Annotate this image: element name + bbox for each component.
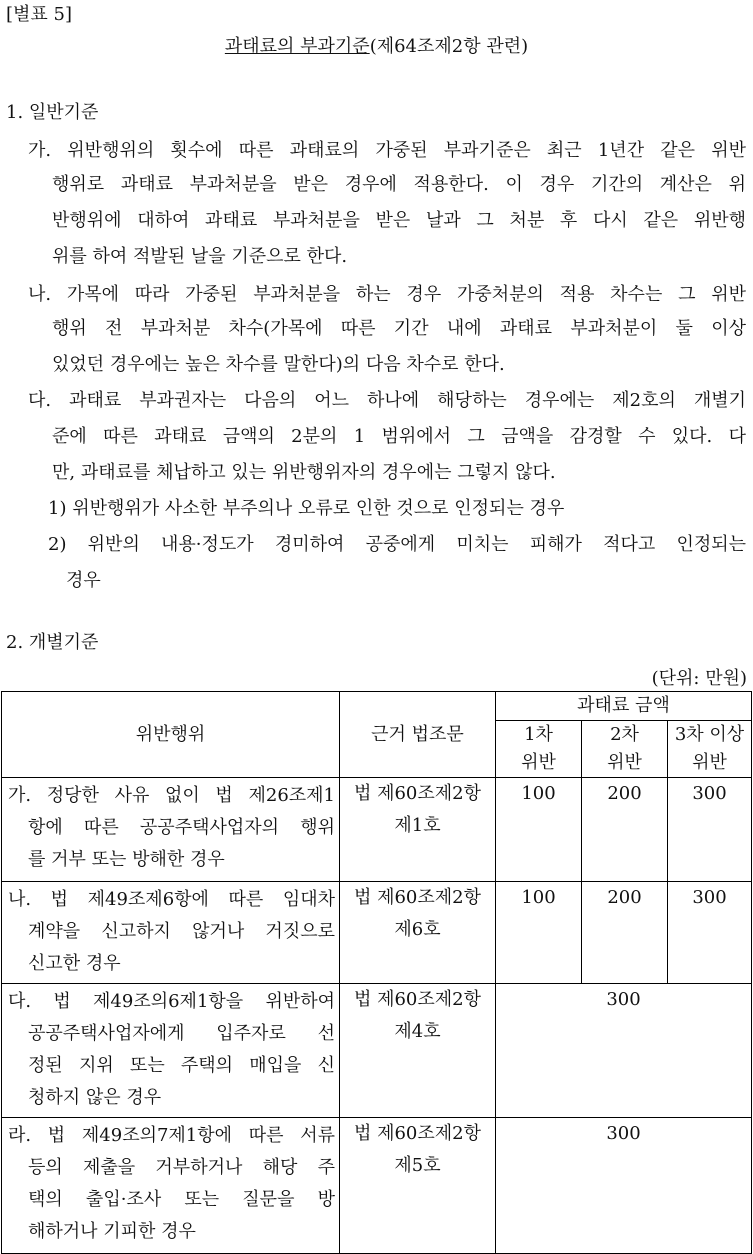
document-title (0, 32, 753, 58)
law-line: 제1호 (394, 815, 441, 836)
header-fine-amount: 과태료 금액 (496, 692, 752, 721)
law-cell (340, 1118, 496, 1254)
annex-tag: [별표 5] (6, 4, 72, 25)
header-third-2: 위반 (668, 749, 752, 778)
law-line: 법 제60조제2항 (353, 887, 482, 908)
item-na-line1: 나. 가목에 따라 가중된 부과처분을 하는 경우 가중처분의 적용 차수는 그 위반 (28, 284, 746, 305)
subitem-2-line1: 2) 위반의 내용·정도가 경미하여 공중에게 미치는 피해가 적다고 인정되는 (48, 534, 746, 555)
law-line: 법 제60조제2항 (353, 783, 482, 804)
violation-line: 신고한 경우 (28, 953, 121, 974)
violation-line: 다. 법 제49조의6제1항을 위반하여 (8, 991, 335, 1012)
law-line: 제5호 (394, 1155, 441, 1176)
fine-amount-all: 300 (496, 1118, 752, 1254)
law-line: 제4호 (394, 1021, 441, 1042)
law-cell (340, 778, 496, 882)
law-line: 제6호 (394, 919, 441, 940)
table-header-row (2, 692, 752, 721)
section2-heading: 2. 개별기준 (6, 632, 99, 653)
fine-table (1, 691, 752, 1254)
violation-cell (2, 1118, 340, 1254)
subitem-1: 1) 위반행위가 사소한 부주의나 오류로 인한 것으로 인정되는 경우 (48, 498, 565, 519)
second-violation-amount: 200 (582, 778, 668, 882)
table-row (2, 1118, 752, 1254)
header-law: 근거 법조문 (340, 692, 496, 778)
item-ga-line2: 행위로 과태료 부과처분을 받은 경우에 적용한다. 이 경우 기간의 계산은 위 (52, 174, 746, 195)
item-na-line2: 행위 전 부과처분 차수(가목에 따른 기간 내에 과태료 부과처분이 둘 이상 (52, 318, 746, 339)
third-violation-amount: 300 (668, 882, 752, 984)
violation-cell (2, 882, 340, 984)
title-main: 과태료의 부과기준 (224, 36, 370, 57)
second-violation-amount: 200 (582, 882, 668, 984)
law-cell (340, 984, 496, 1118)
third-violation-amount: 300 (668, 778, 752, 882)
violation-line: 나. 법 제49조제6항에 따른 임대차 (8, 889, 335, 910)
item-da-line3: 만, 과태료를 체납하고 있는 위반행위자의 경우에는 그렇지 않다. (52, 462, 556, 483)
law-cell (340, 882, 496, 984)
violation-line: 라. 법 제49조의7제1항에 따른 서류 (8, 1125, 335, 1146)
unit-label: (단위: 만원) (651, 668, 747, 689)
violation-line: 등의 제출을 거부하거나 해당 주 (28, 1157, 335, 1178)
item-da-line2: 준에 따른 과태료 금액의 2분의 1 범위에서 그 금액을 감경할 수 있다. 다 (52, 426, 746, 447)
item-ga-line4: 위를 하여 적발된 날을 기준으로 한다. (52, 246, 348, 267)
header-first-2: 위반 (496, 749, 582, 778)
violation-line: 해하거나 기피한 경우 (28, 1221, 196, 1242)
title-reference: (제64조제2항 관련) (369, 36, 529, 57)
violation-line: 가. 정당한 사유 없이 법 제26조제1 (8, 785, 335, 806)
fine-amount-all: 300 (496, 984, 752, 1118)
item-ga-line3: 반행위에 대하여 과태료 부과처분을 받은 날과 그 처분 후 다시 같은 위반행 (52, 210, 746, 231)
law-line: 법 제60조제2항 (353, 1123, 482, 1144)
violation-line: 계약을 신고하지 않거나 거짓으로 (28, 921, 335, 942)
header-third-1: 3차 이상 (668, 721, 752, 750)
header-first-1: 1차 (496, 721, 582, 750)
violation-line: 정된 지위 또는 주택의 매입을 신 (28, 1055, 335, 1076)
section1-heading: 1. 일반기준 (6, 102, 99, 123)
subitem-2-line2: 경우 (66, 570, 101, 591)
violation-cell (2, 778, 340, 882)
item-ga-line1: 가. 위반행위의 횟수에 따른 과태료의 가중된 부과기준은 최근 1년간 같은 위반 (28, 140, 746, 161)
header-second-2: 위반 (582, 749, 668, 778)
first-violation-amount: 100 (496, 778, 582, 882)
violation-line: 를 거부 또는 방해한 경우 (28, 849, 225, 870)
violation-line: 택의 출입·조사 또는 질문을 방 (28, 1189, 335, 1210)
violation-cell (2, 984, 340, 1118)
item-da-line1: 다. 과태료 부과권자는 다음의 어느 하나에 해당하는 경우에는 제2호의 개별기 (28, 390, 746, 411)
violation-line: 공공주택사업자에게 입주자로 선 (28, 1023, 335, 1044)
law-line: 법 제60조제2항 (353, 989, 482, 1010)
violation-line: 청하지 않은 경우 (28, 1087, 162, 1108)
table-row (2, 984, 752, 1118)
header-second-1: 2차 (582, 721, 668, 750)
item-na-line3: 있었던 경우에는 높은 차수를 말한다)의 다음 차수로 한다. (52, 354, 505, 375)
table-row (2, 778, 752, 882)
header-violation: 위반행위 (2, 692, 340, 778)
table-row (2, 882, 752, 984)
violation-line: 항에 따른 공공주택사업자의 행위 (28, 817, 335, 838)
first-violation-amount: 100 (496, 882, 582, 984)
